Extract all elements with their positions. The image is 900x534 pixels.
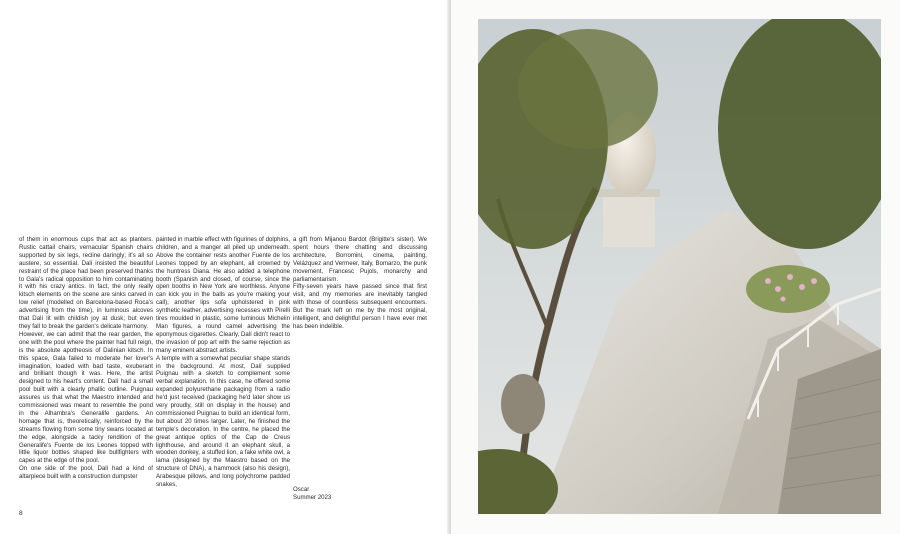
text-column-2 xyxy=(156,236,290,489)
paragraph: Fifty-seven years have passed since that first visit, and my memories are inevitably tangled with those of countless subsequent encounters. But the mark left on me by the most original, intelligent, and delightful person I have ever met has been indelible. xyxy=(293,283,427,330)
photo-illustration xyxy=(478,19,881,514)
foreground-boulder xyxy=(501,374,545,434)
paragraph: A temple with a somewhat peculiar shape stands in the background. At most, Dalí supplied Puignau with a sketch to complement some verbal explanation. In this case, he offered some expanded polyurethane packaging from a radio he'd just received (packaging he'd later show us very proudly, still on display in the house) and commissioned Puignau to build an identical form, but about 20 times larger. Later, he finished the temple's decoration. In the centre, he placed the great antique optics of the Cap de Creus lighthouse, and around it an elephant skull, a wooden donkey, a stuffed lion, a fake white owl, a lama (designed by the Maestro based on the structure of DNA), a hammock (also his design), Arabesque pillows, and long polychrome padded snakes, xyxy=(156,354,290,489)
signature-block xyxy=(293,486,331,502)
text-column-1 xyxy=(19,236,153,481)
paragraph: On one side of the pool, Dalí had a kind of altarpiece built with a construction dumpster xyxy=(19,465,153,481)
text-column-3 xyxy=(293,236,427,331)
tower xyxy=(603,189,655,247)
paragraph: However, we can admit that the rear garden, the one with the pool where the painter had full reign, is the absolute apotheosis of Dalinian kitsch. In this space, Gala failed to moderate her lover's imagination, loaded with bad taste, exuberant and brilliant though it was. Here, the artist designed to his heart's content. Dalí had a small pool built with a clearly phallic outline. Puignau assures us that what the Maestro intended and commissioned was meant to resemble the pond in the Alhambra's Generalife gardens. An homage that is, theoretically, reinforced by the streams flowing from some tiny swans located at the edge, alongside a tacky rendition of the Generalife's Fuente de los Leones topped with little liquor bottles shaped like bullfighters with capes at the edge of the pool. xyxy=(19,330,153,465)
signature-date: Summer 2023 xyxy=(293,493,332,501)
paragraph: a gift from Mijanou Bardot (Brigitte's sister). We spent hours there chatting and discussing architecture, Borromini, cinema, painting, Velázquez and Vermeer, Italy, Bomarzo, the punk movement, Francesc Pujols, monarchy and parliamentarism. xyxy=(293,236,427,283)
flowering-shrub xyxy=(746,265,830,313)
signature-name: Oscar xyxy=(293,486,310,493)
paragraph: of them in enormous cups that act as planters. Rustic cattail chairs, vernacular Spanish chairs supported by six legs, recline daringly; it's all so austere, so essential. Dalí insisted the beautiful restraint of the place had been preserved thanks to Gala's radical opposition to him contaminating it with his crazy antics. In fact, the only really kitsch elements on the scene are sinks carved in low relief (modelled on Barcelona-based Roca's advertising from the time), in luminous alcoves that Dalí lit with childish joy at dusk; but even they fall to break the garden's delicate harmony. xyxy=(19,236,153,330)
garden-photo xyxy=(478,19,881,514)
olive-canopy-mid xyxy=(518,29,658,149)
page-number: 8 xyxy=(19,510,23,517)
paragraph: painted in marble effect with figurines of dolphins, children, and a manger all piled up underneath. Above the container rests another Fuente de los Leones topped by an elephant, all crowned by the huntress Diana. He also added a telephone booth (Spanish and closed, of course, since the open booths in New York are worthless. Anyone can kick you in the balls as you're making your call), another lips sofa upholstered in pink synthetic leather, advertising recesses with Pirelli tires moulded in plastic, some luminous Michelin Man figures, a round camel advertising the eponymous cigarettes. Clearly, Dalí didn't react to the invasion of pop art with the same rejection as many eminent abstract artists. xyxy=(156,236,290,354)
